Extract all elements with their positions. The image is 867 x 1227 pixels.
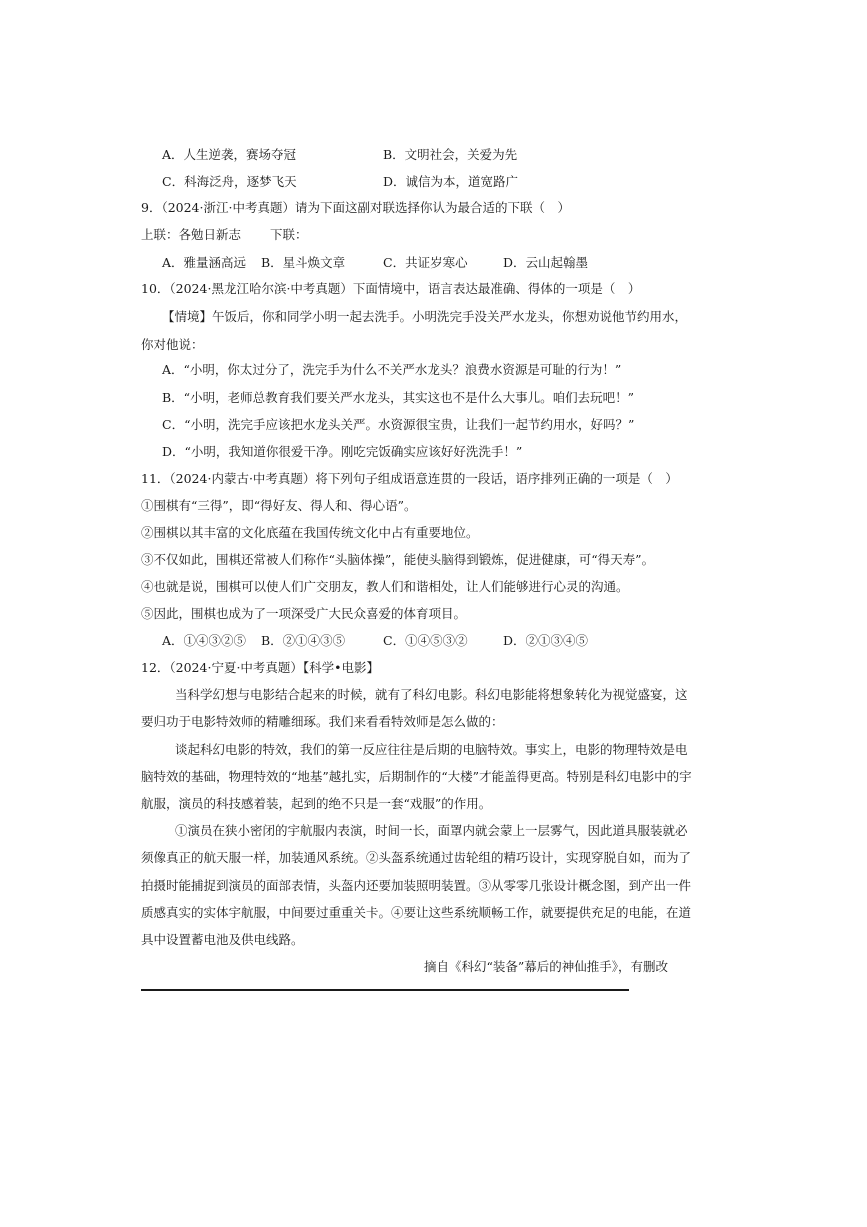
q11-sentence-1: ①围棋有“三得”，即“得好友、得人和、得心语”。 [141,498,417,513]
q8-option-c: C．科海泛舟，逐梦飞天 [162,174,297,189]
q9-option-c: C．共证岁寒心 [383,255,468,270]
q12-paragraph-3-line-2: 须像真正的航天服一样，加装通风系统。②头盔系统通过齿轮组的精巧设计，实现穿脱自如，而为了 [141,850,692,865]
q10-stem: 10．（2024·黑龙江哈尔滨·中考真题）下面情境中，语言表达最准确、得体的一项是（ ） [141,281,641,296]
q11-sentence-4: ④也就是说，围棋可以使人们广交朋友，教人们和谐相处，让人们能够进行心灵的沟通。 [141,579,629,594]
q11-stem: 11．（2024·内蒙古·中考真题）将下列句子组成语意连贯的一段话，语序排列正确的一项是（ ） [141,471,678,486]
q12-paragraph-3-line-5: 具中设置蓄电池及供电线路。 [141,932,304,947]
q10-option-c: C．“小明，洗完手应该把水龙头关严。水资源很宝贵，让我们一起节约用水，好吗？” [162,417,635,432]
q12-paragraph-1-line-2: 要归功于电影特效师的精雕细琢。我们来看看特效师是怎么做的： [141,714,504,729]
q12-source-citation: 摘自《科幻“装备”幕后的神仙推手》，有删改 [424,959,669,974]
q10-option-d: D．“小明，我知道你很爱干净。刚吃完饭确实应该好好洗洗手！” [162,444,523,459]
q9-option-d: D．云山起翰墨 [503,255,589,270]
q10-option-a: A．“小明，你太过分了，洗完手为什么不关严水龙头？浪费水资源是可耻的行为！” [162,362,622,377]
q12-paragraph-1-line-1: 当科学幻想与电影结合起来的时候，就有了科幻电影。科幻电影能将想象转化为视觉盛宴，这 [175,687,688,702]
q8-option-b: B．文明社会，关爱为先 [383,147,518,162]
q11-sentence-5: ⑤因此，围棋也成为了一项深受广大民众喜爱的体育项目。 [141,606,467,621]
q11-sentence-3: ③不仅如此，围棋还常被人们称作“头脑体操”，能使头脑得到锻炼，促进健康，可“得天寿”。 [141,552,655,567]
q9-option-b: B．星斗焕文章 [261,255,346,270]
q12-paragraph-3-line-4: 质感真实的实体宇航服，中间要过重重关卡。④要让这些系统顺畅工作，就要提供充足的电能，在道 [141,905,692,920]
q8-option-a: A．人生逆袭，赛场夺冠 [162,147,297,162]
q12-stem: 12．（2024·宁夏·中考真题）【科学•电影】 [141,660,380,675]
q11-sentence-2: ②围棋以其丰富的文化底蕴在我国传统文化中占有重要地位。 [141,525,479,540]
q11-option-d: D．②①③④⑤ [503,633,589,648]
q10-context-line-1: 【情境】午饭后，你和同学小明一起去洗手。小明洗完手没关严水龙头，你想劝说他节约用水， [162,309,688,324]
q12-paragraph-2-line-1: 谈起科幻电影的特效，我们的第一反应往往是后期的电脑特效。事实上，电影的物理特效是电 [175,742,688,757]
q11-option-a: A．①④③②⑤ [162,633,247,648]
q9-stem: 9．（2024·浙江·中考真题）请为下面这副对联选择你认为最合适的下联（ ） [141,200,570,215]
q11-option-b: B．②①④③⑤ [261,633,346,648]
q12-paragraph-2-line-3: 航服，演员的科技感着装，起到的绝不只是一套“戏服”的作用。 [141,796,492,811]
q10-context-line-2: 你对他说： [141,337,204,352]
section-divider [141,989,629,991]
q12-paragraph-3-line-3: 拍摄时能捕捉到演员的面部表情，头盔内还要加装照明装置。③从零零几张设计概念图，到产出一件 [141,878,692,893]
q8-option-d: D．诚信为本，道宽路广 [383,174,519,189]
q12-paragraph-3-line-1: ①演员在狭小密闭的宇航服内表演，时间一长，面罩内就会蒙上一层雾气，因此道具服装就必 [175,823,688,838]
q9-option-a: A．雅量涵高远 [162,255,247,270]
q9-couplet: 上联：各勉日新志 下联： [141,227,308,242]
q12-paragraph-2-line-2: 脑特效的基础，物理特效的“地基”越扎实，后期制作的“大楼”才能盖得更高。特别是科幻电影中的宇 [141,769,692,784]
q10-option-b: B．“小明，老师总教育我们要关严水龙头，其实这也不是什么大事儿。咱们去玩吧！” [162,390,634,405]
q11-option-c: C．①④⑤③② [383,633,468,648]
